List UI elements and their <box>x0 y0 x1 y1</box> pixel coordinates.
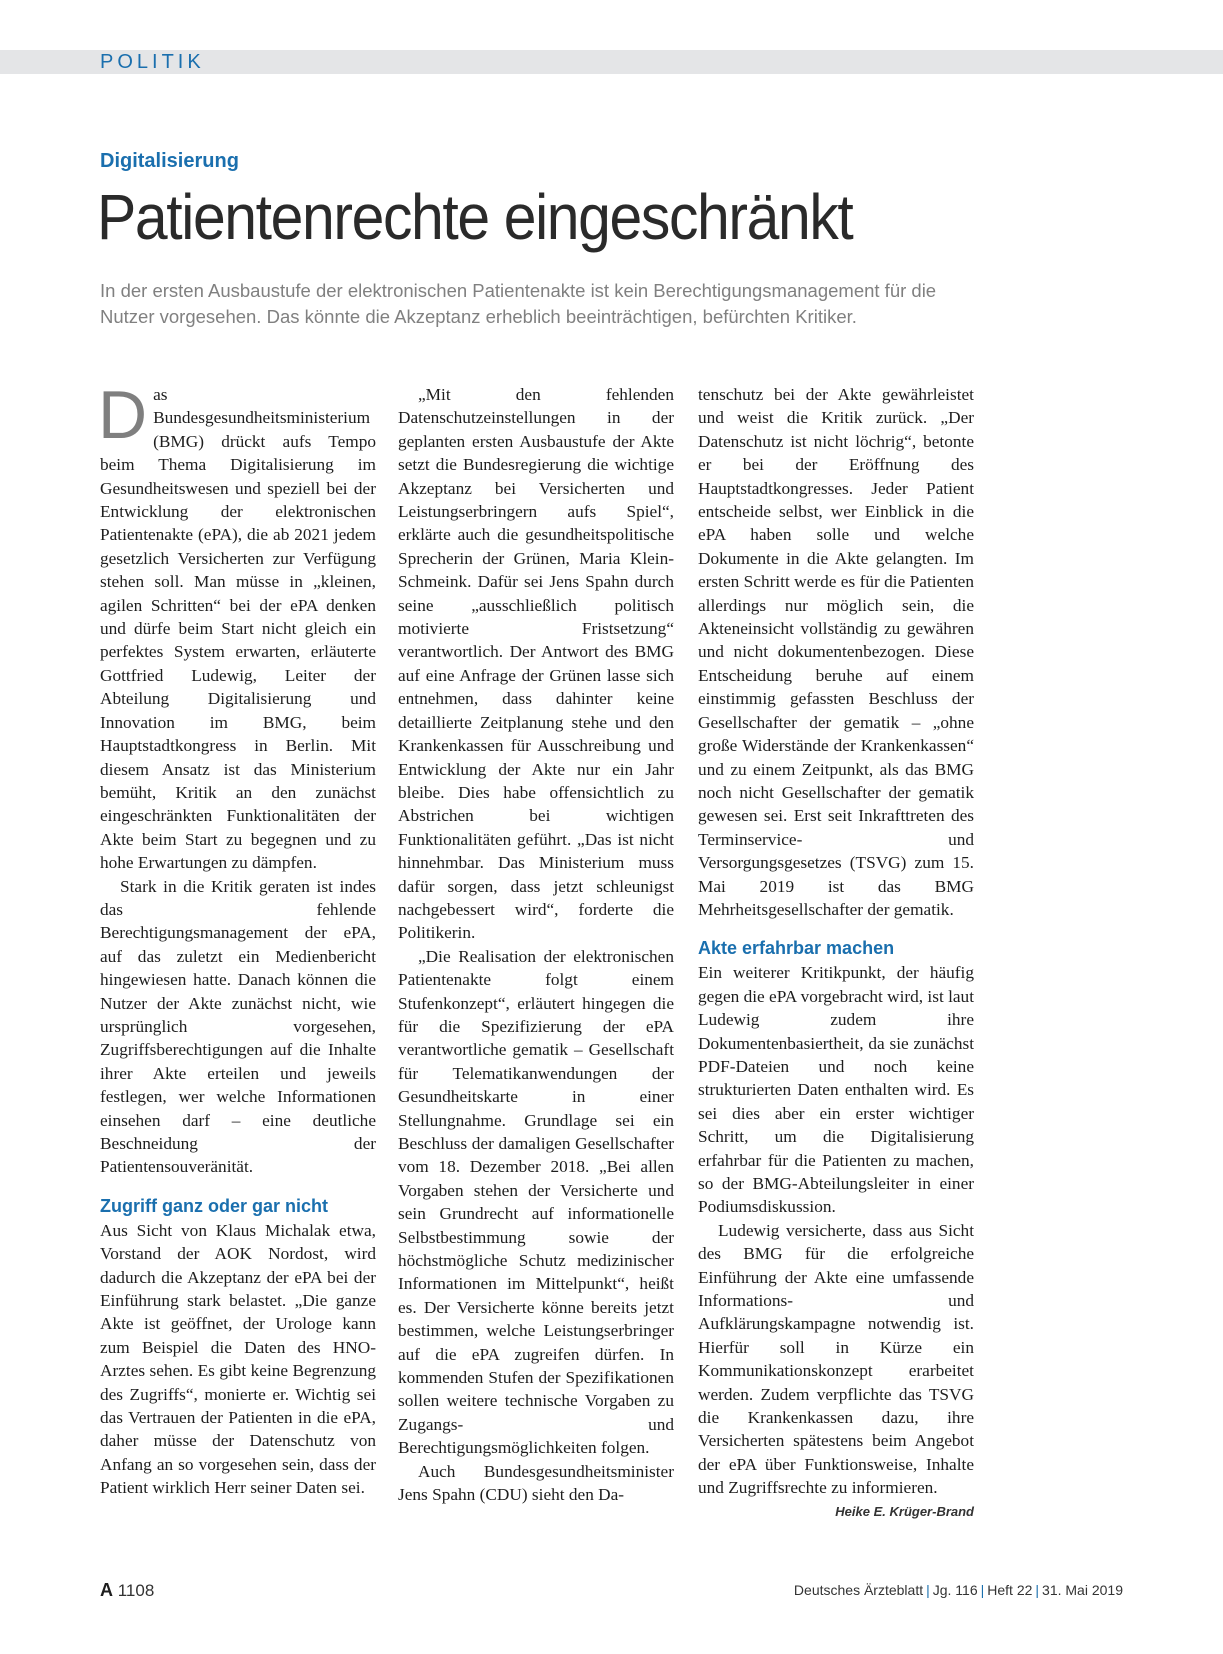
journal-volume: Jg. 116 <box>932 1582 978 1598</box>
separator: | <box>1035 1582 1040 1598</box>
separator: | <box>980 1582 985 1598</box>
journal-date: 31. Mai 2019 <box>1042 1582 1123 1598</box>
page-number-value: 1108 <box>117 1581 155 1600</box>
article-headline: Patientenrechte eingeschränkt <box>97 181 853 253</box>
paragraph: „Mit den fehlenden Datenschutzeinstellungen in der geplanten ersten Ausbaustufe der Akte setzt die Bundesregierung die wichtige Akzeptanz bei Versicherten und Leistungserbringern aufs Spiel“, erklärte auch die gesundheitspolitische Sprecherin der Grünen, Maria Klein-Schmeink. Dafür sei Jens Spahn durch seine „ausschließlich politisch motivierte Fristsetzung“ verantwortlich. Der Antwort des BMG auf eine Anfrage der Grünen lasse sich entnehmen, dass dahinter keine detaillierte Zeitplanung stehe und den Krankenkassen für Ausschreibung und Entwicklung der Akte nur ein Jahr bleibe. Dies habe offensichtlich zu Abstrichen bei wichtigen Funktionalitäten geführt. „Das ist nicht hinnehmbar. Das Ministerium muss dafür sorgen, dass jetzt schleunigst nachgebessert wird“, forderte die Politikerin. <box>398 385 674 943</box>
drop-cap: D <box>98 377 148 453</box>
paragraph: tenschutz bei der Akte gewährleistet und weist die Kritik zurück. „Der Datenschutz ist nicht löchrig“, betonte er bei der Eröffnung des Hauptstadtkongresses. Jeder Patient entscheide selbst, wer Einblick in die ePA haben solle und welche Dokumente in die Akte gelangten. Im ersten Schritt werde es für die Patienten allerdings nur möglich sein, die Akteneinsicht vollständig zu gewähren und nicht dokumentenbezogen. Diese Entscheidung beruhe auf einem einstimmig gefassten Beschluss der Gesellschafter der gematik – „ohne große Widerstände der Krankenkassen“ und zu einem Zeitpunkt, als das BMG noch nicht Gesellschafter der gematik gewesen sei. Erst seit Inkrafttreten des Terminservice- und Versorgungsgesetzes (TSVG) zum 15. Mai 2019 ist das BMG Mehrheitsgesellschafter der gematik. <box>698 385 974 919</box>
author-byline: Heike E. Krüger-Brand <box>835 1503 974 1519</box>
page-number <box>100 1580 154 1601</box>
paragraph-text: Ludewig versicherte, dass aus Sicht des BMG für die erfolgreiche Einführung der Akte eine umfassende Informations- und Aufklärungskampagne notwendig ist. Hierfür soll in Kürze ein Kommunikationskonzept erarbeitet werden. Zudem verpflichte das TSVG die Krankenkassen dazu, ihre Versicherten spätestens beim Angebot der ePA über Funktionsweise, Inhalte und Zugriffsrechte zu informieren. <box>698 1220 974 1498</box>
article-column-1 <box>98 377 376 1500</box>
article-kicker: Digitalisierung <box>100 150 239 172</box>
paragraph <box>98 377 376 875</box>
subheading: Akte erfahrbar machen <box>698 938 895 959</box>
article-column-3 <box>698 383 974 1523</box>
article-lead: In der ersten Ausbaustufe der elektronischen Patientenakte ist kein Berechtigungsmanagement für die Nutzer vorgesehen. Das könnte die Akzeptanz erheblich beeinträchtigen, befürchten Kritiker. <box>100 280 937 327</box>
journal-name: Deutsches Ärzteblatt <box>793 1582 924 1598</box>
journal-issue: Heft 22 <box>987 1582 1033 1598</box>
subheading: Zugriff ganz oder gar nicht <box>100 1195 328 1216</box>
paragraph: Auch Bundesgesundheitsminister Jens Spahn (CDU) sieht den Da- <box>398 1461 674 1505</box>
paragraph: Ein weiterer Kritikpunkt, der häufig gegen die ePA vorgebracht wird, ist laut Ludewig zudem ihre Dokumentenbasiertheit, da sie zunächst PDF-Dateien und noch keine strukturierten Daten enthalten wird. Es sei dies aber ein erster wichtiger Schritt, um die Digitalisierung erfahrbar für die Patienten zu machen, so der BMG-Abteilungsleiter in einer Podiumsdiskussion. <box>698 963 974 1217</box>
paragraph: „Die Realisation der elektronischen Patientenakte folgt einem Stufenkonzept“, erläutert hingegen die für die Spezifizierung der ePA verantwortliche gematik – Gesellschaft für Telematikanwendungen der Gesundheitskarte in einer Stellungnahme. Grundlage sei ein Beschluss der damaligen Gesellschafter vom 18. Dezember 2018. „Bei allen Vorgaben stehen der Versicherte und sein Grundrecht auf informationelle Selbstbestimmung sowie der höchstmögliche Schutz medizinischer Informationen im Mittelpunkt“, heißt es. Der Versicherte könne bereits jetzt bestimmen, welche Leistungserbringer auf die ePA zugreifen dürfen. In kommenden Stufen der Spezifikationen sollen weitere technische Vorgaben zu Zugangs- und Berechtigungsmöglichkeiten folgen. <box>398 946 674 1458</box>
paragraph-text: as Bundesgesundheitsministerium (BMG) drückt aufs Tempo beim Thema Digitalisierung im Gesundheitswesen und speziell bei der Entwicklung der elektronischen Patientenakte (ePA), die ab 2021 jedem gesetzlich Versicherten zur Verfügung stehen soll. Man müsse in „kleinen, agilen Schritten“ bei der ePA denken und dürfe beim Start nicht gleich ein perfektes System erwarten, erläuterte Gottfried Ludewig, Leiter der Abteilung Digitalisierung und Innovation im BMG, beim Hauptstadtkongress in Berlin. Mit diesem Ansatz ist das Ministerium bemüht, Kritik an den zunächst eingeschränkten Funktionalitäten der Akte beim Start zu begegnen und zu hohe Erwartungen zu dämpfen. <box>100 385 376 873</box>
paragraph: Stark in die Kritik geraten ist indes das fehlende Berechtigungsmanagement der ePA, auf das zuletzt ein Medienbericht hingewiesen hatte. Danach können die Nutzer der Akte zunächst nicht, wie ursprünglich vorgesehen, Zugriffsberechtigungen auf die Inhalte ihrer Akte erteilen und jeweils festlegen, wer welche Informationen einsehen darf – eine deutliche Beschneidung der Patientensouveränität. <box>100 876 376 1177</box>
section-label: POLITIK <box>100 51 205 73</box>
separator: | <box>926 1582 930 1598</box>
paragraph: Aus Sicht von Klaus Michalak etwa, Vorstand der AOK Nordost, wird dadurch die Akzeptanz der ePA bei der Einführung stark belastet. „Die ganze Akte ist geöffnet, der Urologe kann zum Beispiel die Daten des HNO-Arztes sehen. Es gibt keine Begrenzung des Zugriffs“, monierte er. Wichtig sei das Vertrauen der Patienten in die ePA, daher müsse der Datenschutz von Anfang an so vorgesehen sein, dass der Patient wirklich Herr seiner Daten sei. <box>100 1220 376 1498</box>
paragraph <box>698 1219 974 1519</box>
page-prefix: A <box>100 1580 113 1600</box>
journal-footer <box>794 1582 1123 1598</box>
article-column-2 <box>398 383 674 1507</box>
